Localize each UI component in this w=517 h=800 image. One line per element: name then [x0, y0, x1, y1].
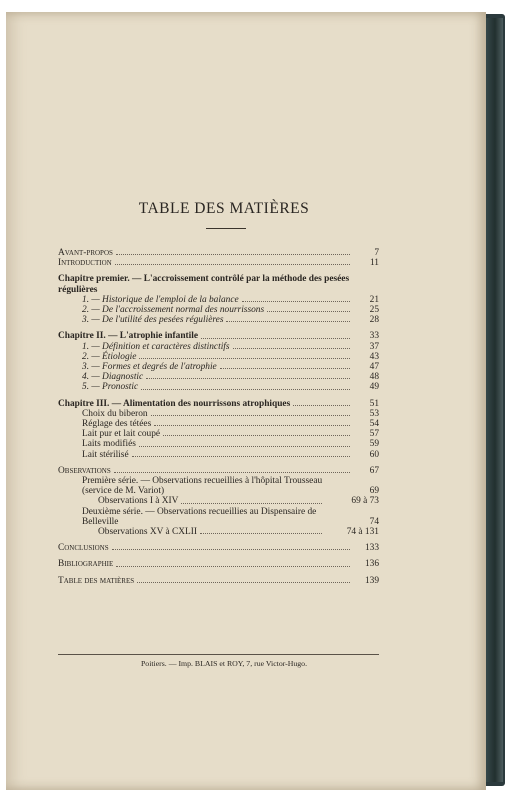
toc-entry — [58, 466, 379, 476]
toc-label: Avant-propos — [58, 248, 113, 258]
toc-leader — [137, 581, 350, 583]
printer-imprint: Poitiers. — Imp. BLAIS et ROY, 7, rue Victor-Hugo. — [140, 659, 308, 668]
toc-entry — [58, 372, 379, 382]
toc-leader — [141, 388, 350, 390]
toc-leader — [112, 548, 350, 550]
toc-entry — [58, 527, 379, 537]
toc-label: Deuxième série. — Observations recueillies au Dispensaire de Belleville — [82, 506, 317, 527]
toc-page: 21 — [369, 294, 379, 305]
toc-entry — [58, 305, 379, 315]
toc-page: 59 — [369, 439, 379, 450]
toc-label: 3. — Formes et degrés de l'atrophie — [82, 362, 217, 373]
toc-label: 3. — De l'utilité des pesées régulières — [82, 315, 224, 326]
toc-leader — [293, 404, 350, 406]
toc-label: Réglage des tétées — [82, 419, 152, 430]
toc-label: Table des matières — [58, 575, 135, 586]
toc-label: Observations I à XIV — [98, 496, 179, 507]
toc-leader — [200, 532, 322, 534]
toc-entry — [58, 258, 379, 268]
toc-leader — [139, 357, 350, 359]
toc-label: Observations — [58, 465, 111, 476]
page-title: TABLE DES MATIÈRES — [138, 200, 310, 217]
toc-leader — [151, 414, 350, 416]
toc-page: 69 — [369, 486, 379, 497]
toc-leader — [220, 367, 350, 369]
toc-entry — [58, 429, 379, 439]
toc-page: 48 — [369, 372, 379, 383]
toc-entry — [58, 331, 379, 341]
toc-leader — [115, 263, 350, 265]
toc-leader — [154, 424, 350, 426]
toc-entry — [58, 559, 379, 569]
toc-page: 74 — [369, 516, 379, 527]
toc-entry — [58, 496, 379, 506]
toc-label: Lait stérilisé — [82, 449, 129, 460]
toc-page: 60 — [369, 449, 379, 460]
toc-page: 11 — [369, 258, 379, 269]
toc-label: Bibliographie — [58, 559, 114, 570]
toc-label: 1. — Historique de l'emploi de la balance — [82, 294, 239, 305]
toc-entry — [58, 382, 379, 392]
toc-chapter-label: Chapitre II. — L'atrophie infantile — [58, 331, 199, 342]
toc-leader — [116, 565, 350, 567]
toc-label: Laits modifiés — [82, 439, 136, 450]
toc-entry — [58, 419, 379, 429]
toc-label: Première série. — Observations recueillies à l'hôpital Trousseau (service de M. Variot) — [82, 476, 323, 497]
toc-page: 136 — [364, 559, 379, 570]
toc-leader — [146, 377, 350, 379]
toc-leader — [201, 337, 350, 339]
toc-label: 2. — De l'accroissement normal des nourrissons — [82, 305, 265, 316]
toc-label: 1. — Définition et caractères distinctifs — [82, 341, 230, 352]
toc-page: 69 à 73 — [351, 496, 379, 507]
toc-chapter-heading: Chapitre premier. — L'accroissement contrôlé par la méthode des pesées régulières — [58, 274, 350, 295]
toc-page: 43 — [369, 351, 379, 362]
toc-leader — [181, 502, 322, 504]
toc-label: Lait pur et lait coupé — [82, 429, 161, 440]
toc-page: 51 — [369, 398, 379, 409]
toc-entry — [58, 439, 379, 449]
toc-label: Introduction — [58, 258, 112, 269]
toc-label: 5. — Pronostic — [82, 382, 139, 393]
toc-page: 7 — [374, 248, 379, 258]
toc-entry — [58, 295, 379, 305]
toc-leader — [116, 253, 350, 255]
toc-page: 133 — [364, 543, 379, 554]
toc-page: 28 — [369, 315, 379, 326]
title-divider — [206, 228, 246, 229]
book-page — [6, 12, 486, 790]
toc-page: 54 — [369, 419, 379, 430]
toc-leader — [233, 347, 350, 349]
toc-label: Conclusions — [58, 543, 109, 554]
toc-page: 53 — [369, 408, 379, 419]
toc-entry — [58, 362, 379, 372]
table-of-contents — [58, 248, 379, 586]
toc-label: Observations XV à CXLII — [98, 527, 198, 538]
toc-label: Choix du biberon — [82, 408, 148, 419]
toc-leader — [226, 320, 350, 322]
toc-leader — [163, 434, 350, 436]
toc-leader — [132, 455, 350, 457]
toc-entry — [58, 409, 379, 419]
toc-entry — [58, 399, 379, 409]
toc-leader — [267, 310, 350, 312]
toc-entry — [58, 315, 379, 325]
toc-page: 37 — [369, 341, 379, 352]
toc-page: 67 — [369, 465, 379, 476]
toc-entry — [58, 507, 379, 527]
toc-chapter-label: Chapitre III. — Alimentation des nourrissons atrophiques — [58, 398, 291, 409]
toc-label: 4. — Diagnostic — [82, 372, 144, 383]
footer-divider — [58, 654, 379, 655]
cover-spine-edge — [483, 18, 503, 782]
toc-entry — [58, 476, 379, 496]
toc-page: 49 — [369, 382, 379, 393]
toc-leader — [242, 300, 350, 302]
toc-entry — [58, 248, 379, 258]
toc-page: 139 — [364, 575, 379, 586]
toc-entry — [58, 543, 379, 553]
toc-page: 25 — [369, 305, 379, 316]
toc-page: 74 à 131 — [346, 527, 379, 538]
toc-page: 47 — [369, 362, 379, 373]
toc-page: 57 — [369, 429, 379, 440]
toc-entry — [58, 576, 379, 586]
toc-page: 33 — [369, 331, 379, 342]
toc-entry — [58, 352, 379, 362]
toc-entry — [58, 450, 379, 460]
toc-entry — [58, 342, 379, 352]
toc-leader — [114, 471, 350, 473]
toc-label: 2. — Étiologie — [82, 351, 137, 362]
toc-leader — [139, 445, 350, 447]
